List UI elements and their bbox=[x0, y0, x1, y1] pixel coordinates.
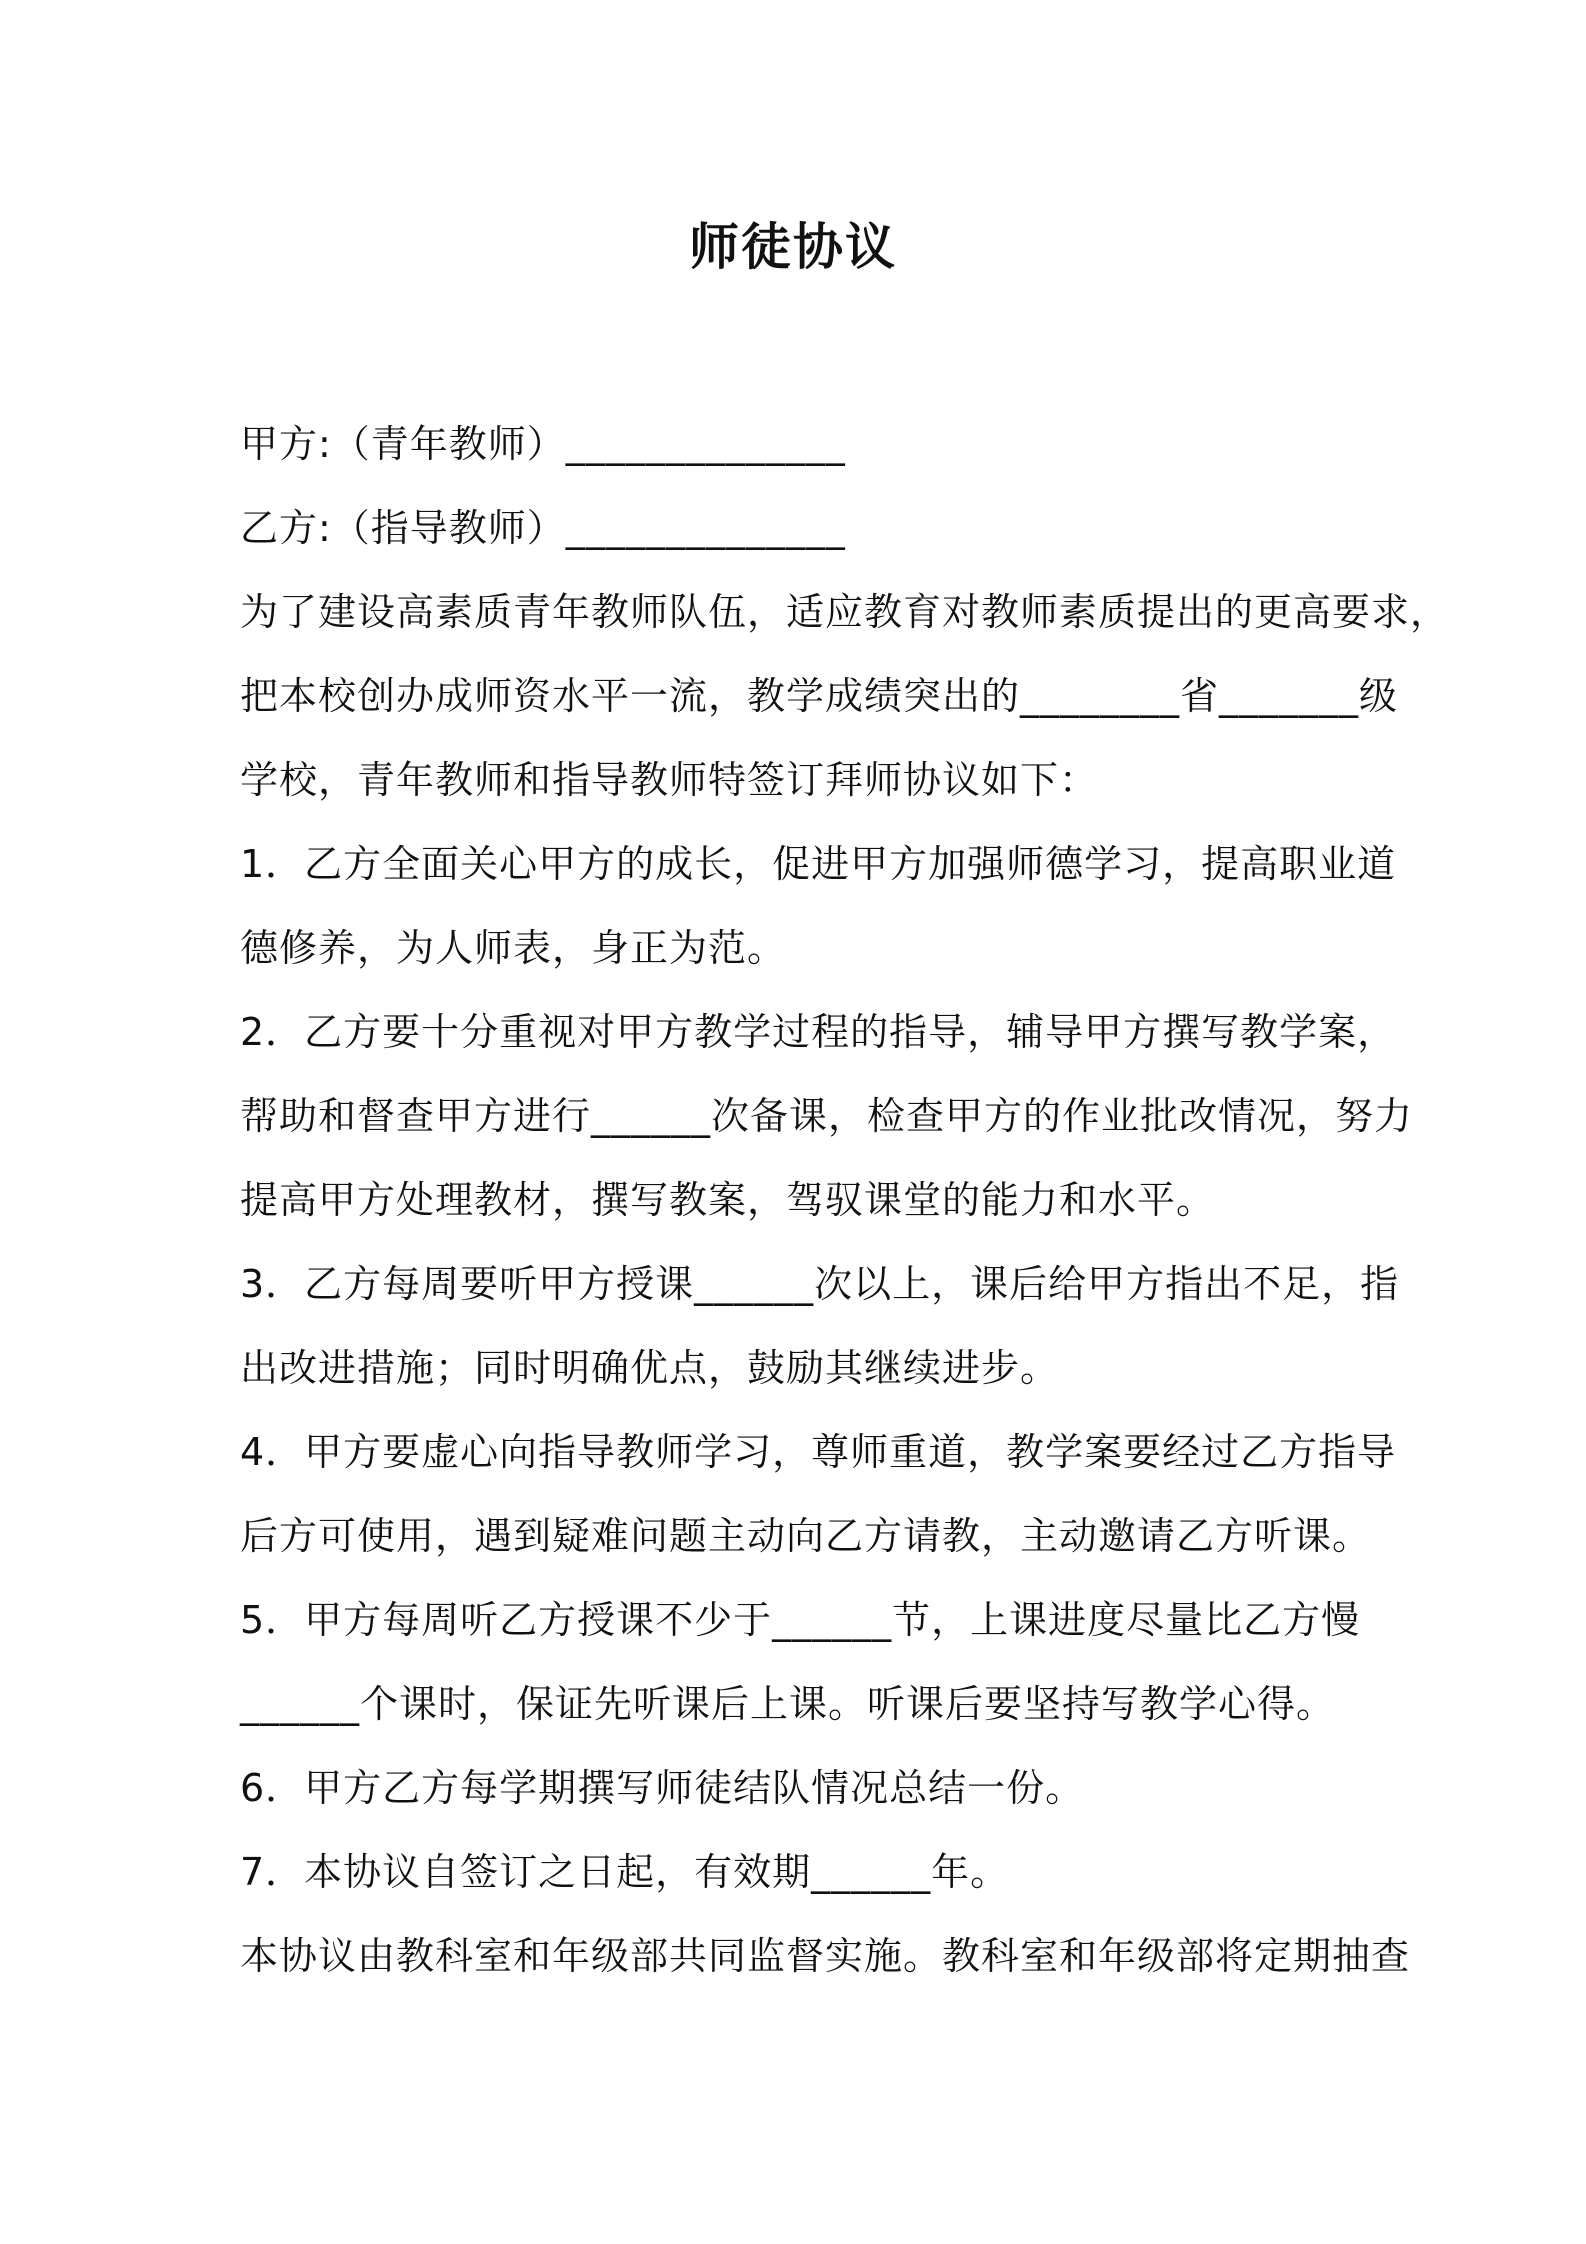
clause-3-line: 出改进措施；同时明确优点，鼓励其继续进步。 bbox=[240, 1346, 1060, 1390]
clause-7-line: 7．本协议自签订之日起，有效期______年。 bbox=[240, 1850, 1010, 1894]
party-a-line: 甲方:（青年教师）______________ bbox=[240, 422, 846, 466]
document-title: 师徒协议 bbox=[689, 218, 897, 276]
intro-line: 学校，青年教师和指导教师特签订拜师协议如下： bbox=[240, 758, 1099, 802]
clause-4-line: 后方可使用，遇到疑难问题主动向乙方请教，主动邀请乙方听课。 bbox=[240, 1514, 1372, 1558]
clause-5-line: 5．甲方每周听乙方授课不少于______节，上课进度尽量比乙方慢 bbox=[240, 1598, 1361, 1642]
clause-2-line: 2．乙方要十分重视对甲方教学过程的指导，辅导甲方撰写教学案， bbox=[240, 1010, 1397, 1054]
intro-line: 把本校创办成师资水平一流，教学成绩突出的________省_______级 bbox=[240, 674, 1399, 718]
clause-1-line: 德修养，为人师表，身正为范。 bbox=[240, 926, 787, 970]
supervision-line: 本协议由教科室和年级部共同监督实施。教科室和年级部将定期抽查 bbox=[240, 1934, 1411, 1978]
clause-2-line: 帮助和督查甲方进行______次备课，检查甲方的作业批改情况，努力 bbox=[240, 1094, 1414, 1138]
clause-5-line: ______个课时，保证先听课后上课。听课后要坚持写教学心得。 bbox=[240, 1682, 1336, 1726]
intro-line: 为了建设高素质青年教师队伍，适应教育对教师素质提出的更高要求， bbox=[240, 590, 1450, 634]
party-b-line: 乙方:（指导教师）______________ bbox=[240, 506, 846, 550]
clause-3-line: 3．乙方每周要听甲方授课______次以上，课后给甲方指出不足，指 bbox=[240, 1262, 1400, 1306]
clause-4-line: 4．甲方要虚心向指导教师学习，尊师重道，教学案要经过乙方指导 bbox=[240, 1430, 1397, 1474]
clause-1-line: 1．乙方全面关心甲方的成长，促进甲方加强师德学习，提高职业道 bbox=[240, 842, 1397, 886]
clause-2-line: 提高甲方处理教材，撰写教案，驾驭课堂的能力和水平。 bbox=[240, 1178, 1216, 1222]
document-body bbox=[240, 402, 1450, 1998]
clause-6-line: 6．甲方乙方每学期撰写师徒结队情况总结一份。 bbox=[240, 1766, 1085, 1810]
